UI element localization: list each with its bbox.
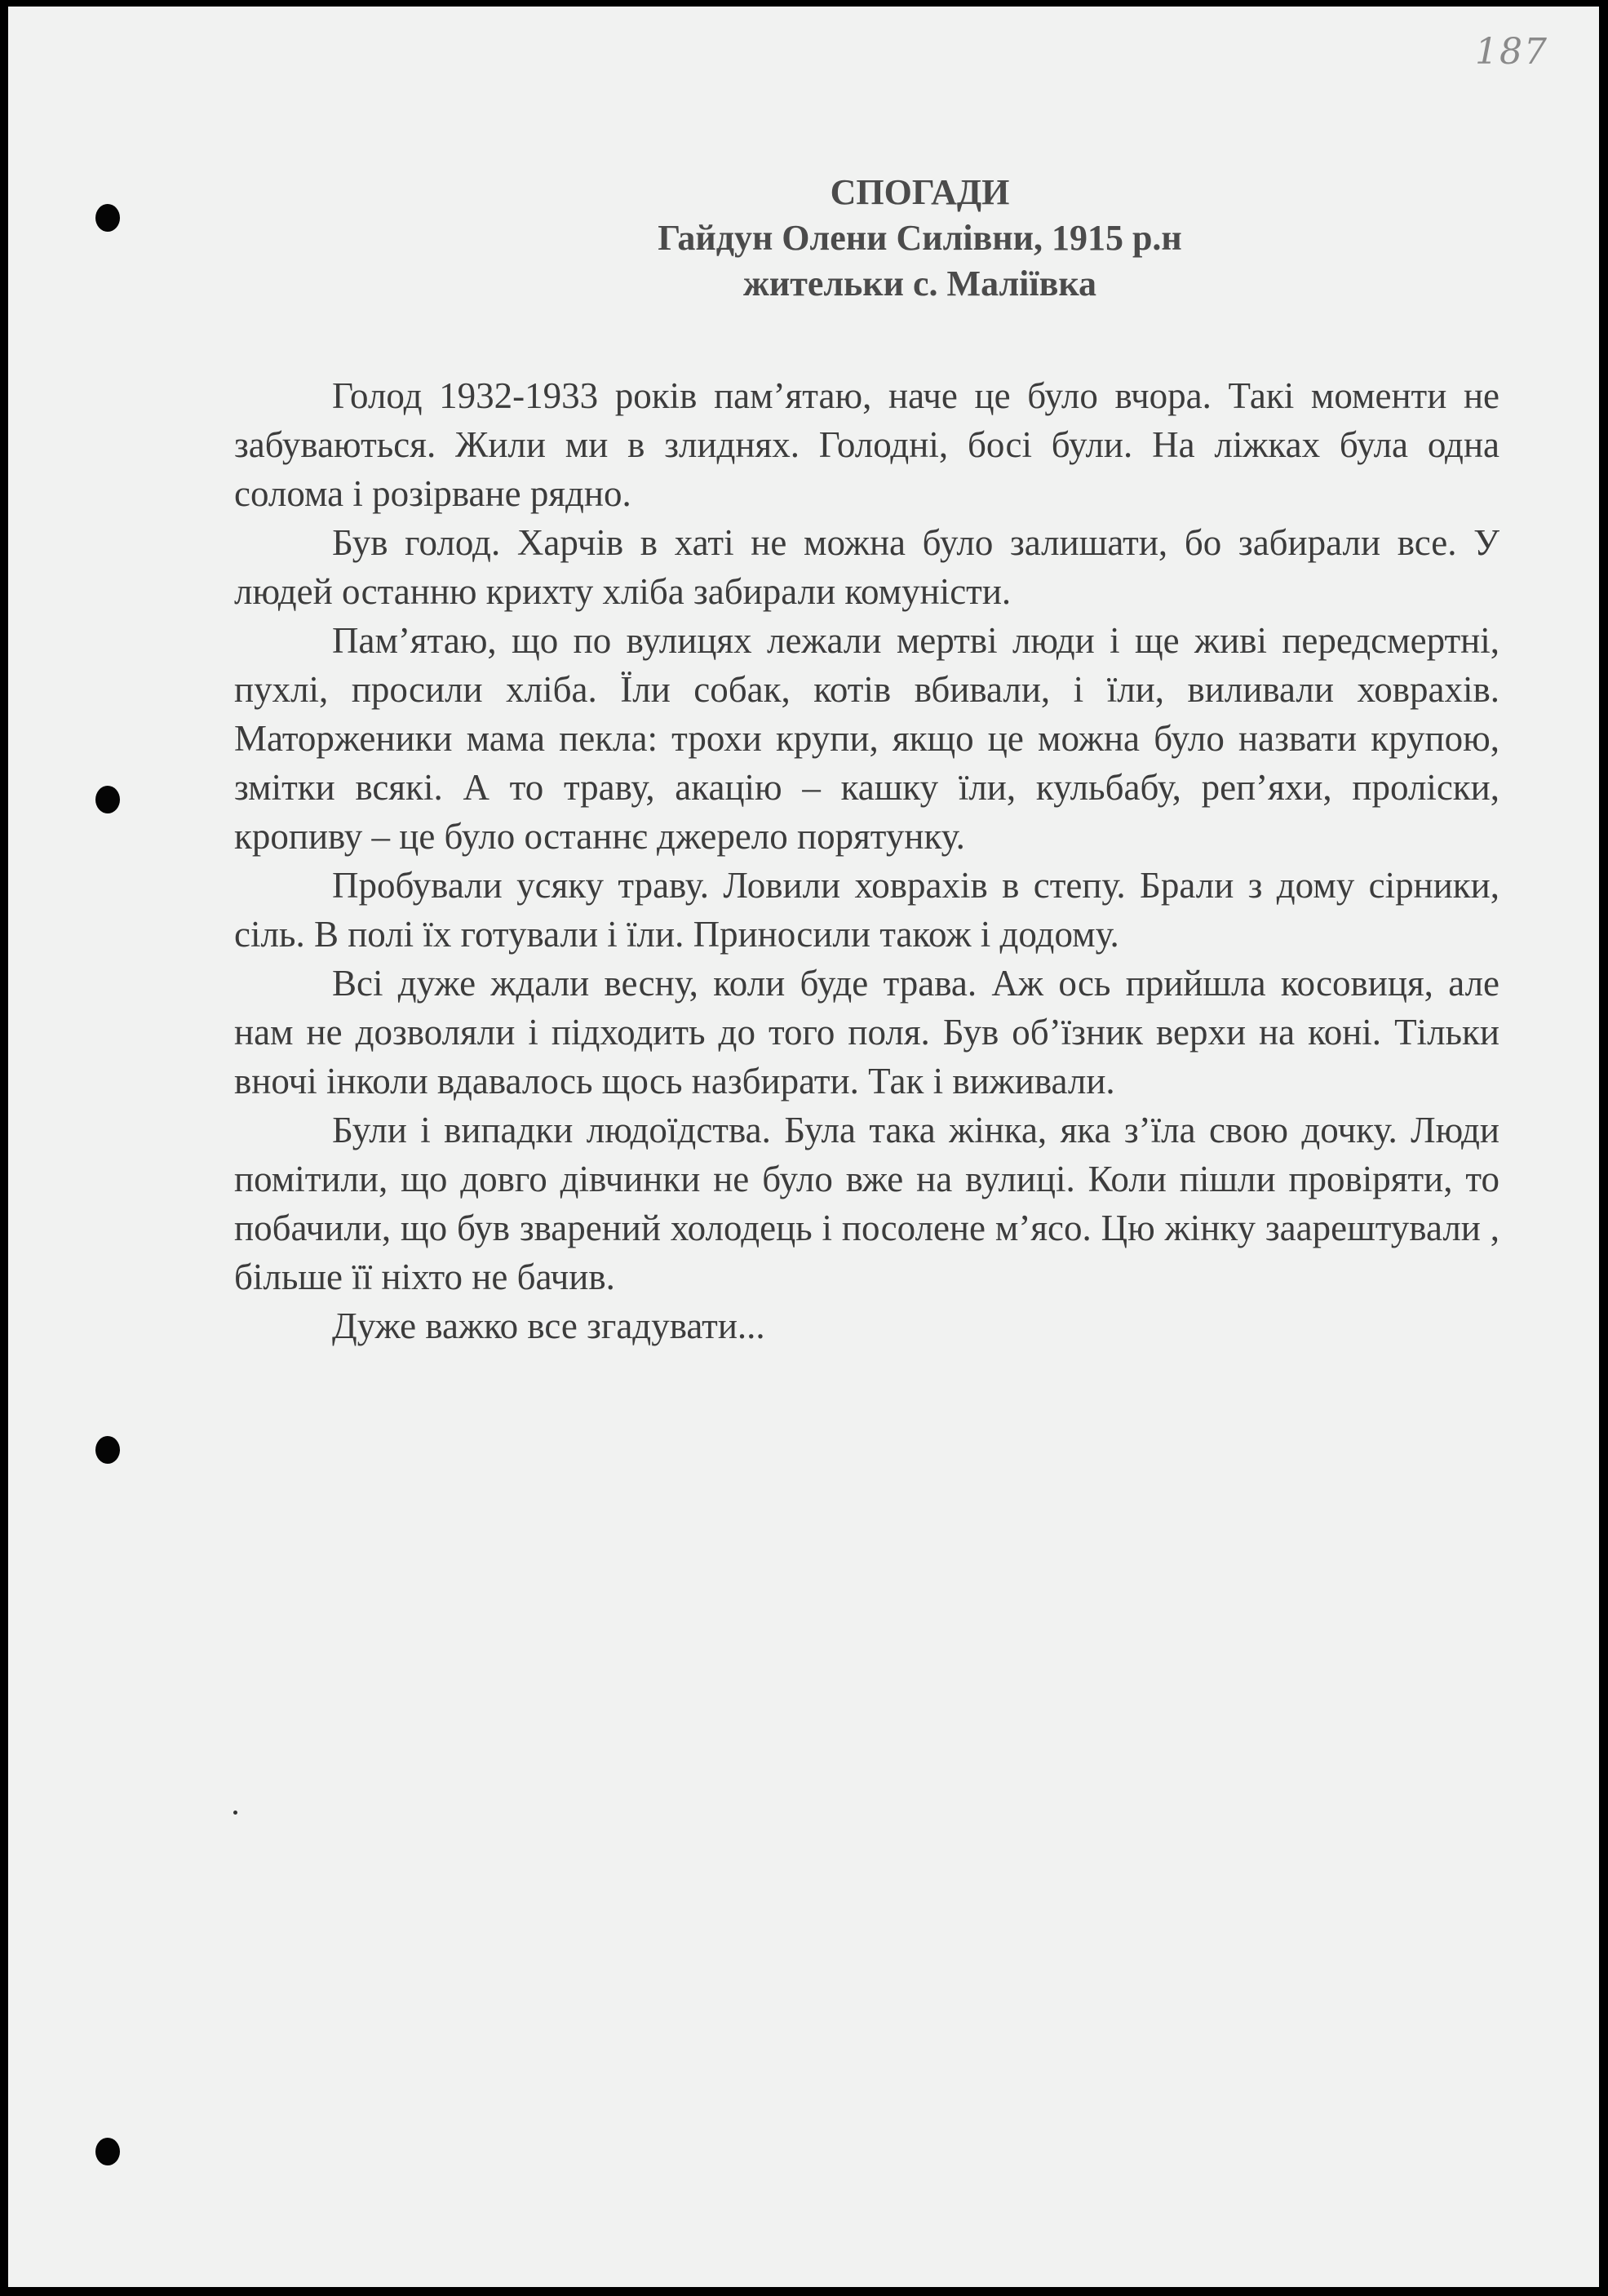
- paragraph: Всі дуже ждали весну, коли буде трава. Аж ось прийшла косовиця, але нам не дозволяли і підходить до того поля. Був об’їзник верхи на коні. Тільки вночі інколи вдавалось щось назбирати. Так і виживали.: [234, 963, 1499, 1101]
- punch-hole: [95, 1436, 120, 1464]
- author-residence: жительки с. Маліївка: [742, 264, 1097, 304]
- paragraph: Дуже важко все згадувати...: [332, 1305, 765, 1346]
- punch-hole: [95, 786, 120, 813]
- ink-speck: [233, 1811, 237, 1815]
- paragraph: Був голод. Харчів в хаті не можна було залишати, бо забирали все. У людей останню крихту хліба забирали комуністи.: [234, 522, 1499, 612]
- punch-hole: [95, 204, 120, 232]
- paragraph: Голод 1932-1933 років пам’ятаю, наче це було вчора. Такі моменти не забуваються. Жили ми в злиднях. Голодні, босі були. На ліжках була одна солома і розірване рядно.: [234, 375, 1499, 514]
- author-name: Гайдун Олени Силівни, 1915 р.н: [658, 218, 1182, 258]
- paragraph: Пам’ятаю, що по вулицях лежали мертві люди і ще живі передсмертні, пухлі, просили хліба. Їли собак, котів вбивали, і їли, виливали ховрахів. Маторженики мама пекла: трохи крупи, якщо це можна було назвати крупою, змітки всякі. А то траву, акацію – кашку їли, кульбабу, реп’яхи, проліски, кропиву – це було останнє джерело порятунку.: [234, 620, 1499, 857]
- document-title: СПОГАДИ: [830, 172, 1010, 212]
- paragraph: Пробували усяку траву. Ловили ховрахів в степу. Брали з дому сірники, сіль. В полі їх готували і їли. Приносили також і додому.: [234, 865, 1499, 955]
- punch-hole: [95, 2138, 120, 2165]
- title-block: [212, 170, 1599, 307]
- page-number: 187: [1475, 31, 1548, 73]
- paragraph: Були і випадки людоїдства. Була така жінка, яка з’їла свою дочку. Люди помітили, що довго дівчинки не було вже на вулиці. Коли пішли провіряти, то побачили, що був зварений холодець і посолене м’ясо. Цю жінку заарештували , більше її ніхто не бачив.: [234, 1110, 1499, 1297]
- memoir-text: [234, 371, 1499, 1350]
- document-page: [8, 7, 1599, 2287]
